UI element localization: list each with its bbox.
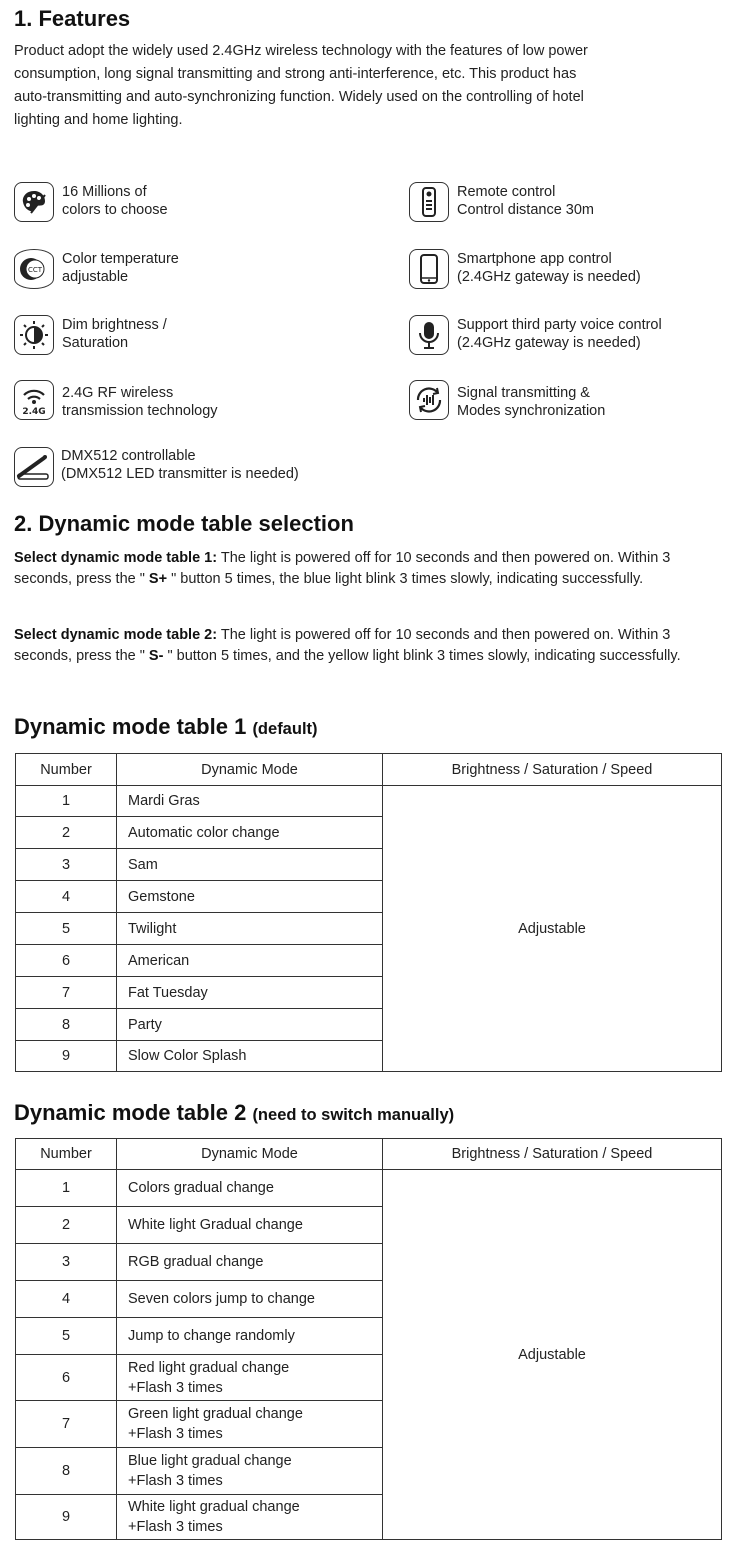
table-row (16, 1170, 722, 1207)
row-mode: Automatic color change (117, 817, 383, 849)
cct-icon (14, 249, 54, 289)
feature-text: Smartphone app control (457, 251, 612, 267)
microphone-icon (409, 315, 449, 355)
smartphone-icon (409, 249, 449, 289)
row-mode (117, 1495, 383, 1540)
mode-line: Green light gradual change (128, 1406, 303, 1422)
adjustable-cell: Adjustable (383, 786, 722, 1072)
dynamic-mode-table-1 (15, 753, 722, 1072)
row-number: 5 (16, 913, 117, 945)
row-mode: Jump to change randomly (117, 1318, 383, 1355)
row-number: 5 (16, 1318, 117, 1355)
row-number: 8 (16, 1009, 117, 1041)
row-number: 4 (16, 881, 117, 913)
mode-line: White light gradual change (128, 1499, 300, 1515)
row-number: 4 (16, 1281, 117, 1318)
svg-text:CCT: CCT (27, 266, 43, 274)
row-mode: Twilight (117, 913, 383, 945)
instruction-text: " button 5 times, and the yellow light blink 3 times slowly, indicating successfully. (163, 648, 681, 664)
column-header: Dynamic Mode (117, 1139, 383, 1170)
instruction-label: Select dynamic mode table 1: (14, 550, 218, 566)
instruction-label: Select dynamic mode table 2: (14, 627, 218, 643)
row-number: 6 (16, 1355, 117, 1401)
row-number: 8 (16, 1448, 117, 1495)
features-heading: 1. Features (14, 6, 131, 31)
table-note: (default) (252, 720, 318, 738)
feature-text: Support third party voice control (457, 317, 662, 333)
button-key-label: S+ (148, 571, 168, 587)
row-mode: American (117, 945, 383, 977)
selection-heading: 2. Dynamic mode table selection (14, 511, 354, 536)
row-number: 9 (16, 1041, 117, 1072)
dynamic-mode-table-2 (15, 1138, 722, 1540)
column-header: Number (16, 754, 117, 786)
instruction-text: " button 5 times, the blue light blink 3 times slowly, indicating successfully. (167, 571, 644, 587)
feature-sync (409, 380, 605, 420)
feature-colors (14, 182, 168, 222)
brightness-icon (14, 315, 54, 355)
table-title-text: Dynamic mode table 1 (14, 714, 247, 739)
features-intro (14, 40, 726, 132)
table-header-row (16, 754, 722, 786)
row-mode (117, 1355, 383, 1401)
feature-text: (2.4GHz gateway is needed) (457, 335, 641, 351)
svg-text:2.4G: 2.4G (22, 407, 46, 417)
feature-text: 2.4G RF wireless (62, 385, 174, 401)
row-number: 2 (16, 817, 117, 849)
remote-control-icon (409, 182, 449, 222)
row-number: 6 (16, 945, 117, 977)
mode-line: +Flash 3 times (128, 1379, 223, 1396)
row-number: 1 (16, 786, 117, 817)
select-table-2-instructions (14, 625, 728, 667)
row-mode: Gemstone (117, 881, 383, 913)
mode-line: +Flash 3 times (128, 1473, 223, 1489)
intro-line: lighting and home lighting. (14, 112, 183, 128)
feature-text: Signal transmitting & (457, 385, 590, 401)
row-mode: Mardi Gras (117, 786, 383, 817)
column-header: Number (16, 1139, 117, 1170)
feature-cct (14, 249, 179, 289)
column-header: Brightness / Saturation / Speed (383, 1139, 722, 1170)
row-mode: Slow Color Splash (117, 1041, 383, 1072)
mode-line: +Flash 3 times (128, 1426, 223, 1442)
row-mode (117, 1448, 383, 1495)
mode-line: +Flash 3 times (128, 1519, 223, 1535)
feature-text: Saturation (62, 335, 129, 351)
feature-text: Dim brightness / (62, 317, 167, 333)
instruction-text: The light is powered off for 10 seconds and then powered on. Within 3 seconds, press the " (14, 627, 671, 664)
feature-dmx (14, 447, 299, 487)
row-mode: Party (117, 1009, 383, 1041)
row-number: 9 (16, 1495, 117, 1540)
table2-title (14, 1100, 454, 1126)
feature-text: DMX512 controllable (61, 448, 196, 464)
row-mode: Sam (117, 849, 383, 881)
table1-title (14, 714, 318, 740)
row-mode: Colors gradual change (117, 1170, 383, 1207)
feature-smartphone (409, 249, 641, 289)
row-number: 7 (16, 1401, 117, 1448)
row-mode (117, 1401, 383, 1448)
feature-text: (DMX512 LED transmitter is needed) (61, 466, 299, 482)
row-number: 2 (16, 1207, 117, 1244)
intro-line: auto-transmitting and auto-synchronizing function. Widely used on the controlling of hotel (14, 89, 584, 105)
feature-remote (409, 182, 594, 222)
row-mode: White light Gradual change (117, 1207, 383, 1244)
palette-icon (14, 182, 54, 222)
row-number: 3 (16, 1244, 117, 1281)
column-header: Dynamic Mode (117, 754, 383, 786)
wifi-2-4g-icon (14, 380, 54, 420)
table-row (16, 786, 722, 817)
row-mode: Seven colors jump to change (117, 1281, 383, 1318)
dmx-icon (14, 447, 54, 487)
feature-rf (14, 380, 218, 420)
row-number: 7 (16, 977, 117, 1009)
mode-line: Red light gradual change (128, 1359, 290, 1376)
row-number: 1 (16, 1170, 117, 1207)
button-key-label: S- (148, 648, 164, 664)
table-note: (need to switch manually) (252, 1106, 455, 1124)
column-header: Brightness / Saturation / Speed (383, 754, 722, 786)
feature-text: 16 Millions of (62, 184, 147, 200)
feature-text: Modes synchronization (457, 403, 606, 419)
sync-icon (409, 380, 449, 420)
table-title-text: Dynamic mode table 2 (14, 1100, 247, 1125)
feature-text: Color temperature (62, 251, 179, 267)
intro-line: consumption, long signal transmitting and strong anti-interference, etc. This product has (14, 66, 577, 82)
intro-line: Product adopt the widely used 2.4GHz wireless technology with the features of low power (14, 43, 588, 59)
feature-text: Remote control (457, 184, 556, 200)
instruction-text: The light is powered off for 10 seconds and then powered on. Within 3 seconds, press the " (14, 550, 671, 587)
feature-text: (2.4GHz gateway is needed) (457, 269, 641, 285)
feature-brightness (14, 315, 167, 355)
row-mode: Fat Tuesday (117, 977, 383, 1009)
select-table-1-instructions (14, 548, 728, 590)
feature-text: adjustable (62, 269, 129, 285)
adjustable-cell: Adjustable (383, 1170, 722, 1540)
row-mode: RGB gradual change (117, 1244, 383, 1281)
feature-text: transmission technology (62, 403, 218, 419)
mode-line: Blue light gradual change (128, 1453, 292, 1469)
feature-voice (409, 315, 662, 355)
feature-text: colors to choose (62, 202, 168, 218)
row-number: 3 (16, 849, 117, 881)
feature-text: Control distance 30m (457, 202, 595, 218)
table-header-row (16, 1139, 722, 1170)
